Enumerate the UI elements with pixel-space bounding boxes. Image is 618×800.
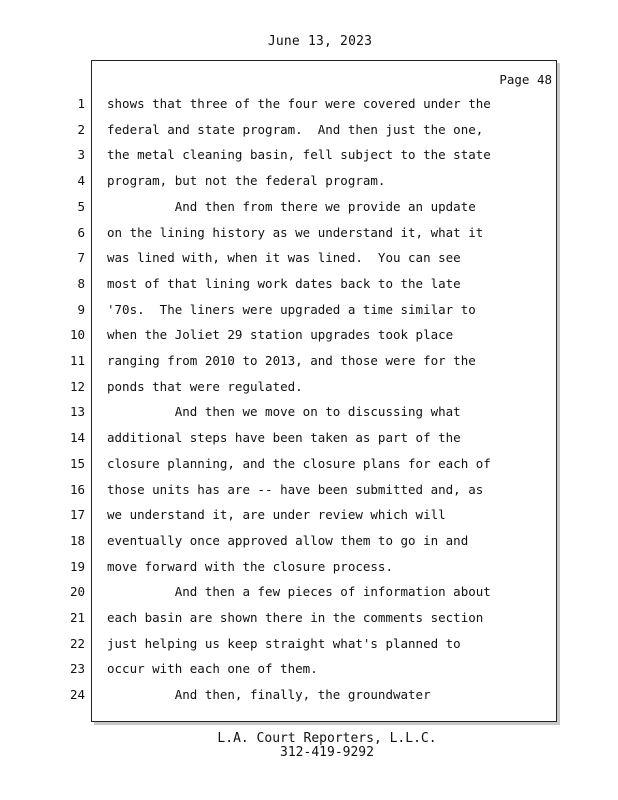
- transcript-line: [0, 173, 618, 193]
- line-text: federal and state program. And then just the one,: [107, 121, 484, 137]
- transcript-line: [0, 327, 618, 347]
- line-text: And then we move on to discussing what: [107, 404, 461, 420]
- line-text: shows that three of the four were covered under the: [107, 96, 491, 111]
- line-text: ranging from 2010 to 2013, and those were for the: [107, 353, 476, 368]
- reporter-company: L.A. Court Reporters, L.L.C.: [217, 731, 437, 746]
- line-text: occur with each one of them.: [107, 661, 318, 677]
- line-text: those units has are -- have been submitted and, as: [107, 481, 484, 497]
- transcript-line: [0, 96, 618, 116]
- line-text: And then, finally, the groundwater: [107, 687, 431, 703]
- line-number: 7: [77, 250, 85, 266]
- line-text: on the lining history as we understand it, what it: [107, 224, 484, 240]
- line-number: 10: [69, 327, 85, 343]
- transcript-line: [0, 199, 618, 219]
- line-number: 17: [69, 507, 85, 523]
- line-number: 8: [77, 275, 85, 291]
- page-number: Page 48: [499, 72, 552, 87]
- line-text: '70s. The liners were upgraded a time similar to: [107, 301, 476, 317]
- line-number: 6: [77, 224, 85, 240]
- transcript-date: June 13, 2023: [267, 34, 373, 49]
- line-number: 19: [69, 558, 85, 574]
- line-number: 9: [77, 301, 85, 317]
- line-number: 3: [77, 147, 85, 163]
- transcript-line: [0, 276, 618, 296]
- line-number: 16: [69, 481, 85, 497]
- line-number: 2: [77, 121, 85, 137]
- transcript-line: [0, 584, 618, 604]
- transcript-line: [0, 482, 618, 502]
- line-number: 5: [77, 198, 85, 214]
- transcript-line: [0, 636, 618, 656]
- transcript-line: [0, 379, 618, 399]
- line-text: ponds that were regulated.: [107, 378, 303, 394]
- transcript-line: [0, 404, 618, 424]
- transcript-line: [0, 302, 618, 322]
- line-text: move forward with the closure process.: [107, 558, 393, 574]
- line-number: 23: [69, 661, 85, 677]
- line-number: 21: [69, 610, 85, 625]
- line-number: 18: [69, 532, 85, 548]
- transcript-line: [0, 661, 618, 681]
- transcript-line: [0, 225, 618, 245]
- line-number: 24: [69, 687, 85, 703]
- transcript-line: [0, 250, 618, 270]
- line-text: program, but not the federal program.: [107, 173, 386, 189]
- line-text: each basin are shown there in the comments section: [107, 610, 484, 625]
- line-text: was lined with, when it was lined. You can see: [107, 250, 461, 266]
- line-text: the metal cleaning basin, fell subject to the state: [107, 147, 491, 163]
- line-text: additional steps have been taken as part of the: [107, 430, 461, 446]
- transcript-line: [0, 456, 618, 476]
- line-number: 14: [69, 430, 85, 446]
- line-text: just helping us keep straight what's planned to: [107, 635, 461, 651]
- line-text: most of that lining work dates back to the late: [107, 275, 461, 291]
- line-number: 13: [69, 404, 85, 420]
- transcript-line: [0, 559, 618, 579]
- transcript-line: [0, 147, 618, 167]
- line-text: And then from there we provide an update: [107, 198, 476, 214]
- transcript-line: [0, 507, 618, 527]
- line-number: 11: [69, 353, 85, 368]
- line-number: 12: [69, 378, 85, 394]
- transcript-line: [0, 533, 618, 553]
- line-text: when the Joliet 29 station upgrades took place: [107, 327, 454, 343]
- transcript-line: [0, 122, 618, 142]
- line-text: eventually once approved allow them to go in and: [107, 532, 469, 548]
- transcript-line: [0, 687, 618, 707]
- line-text: closure planning, and the closure plans for each of: [107, 455, 491, 471]
- reporter-phone: 312-419-9292: [280, 745, 374, 760]
- line-text: And then a few pieces of information about: [107, 584, 491, 600]
- line-number: 4: [77, 173, 85, 189]
- transcript-line: [0, 610, 618, 630]
- line-number: 15: [69, 455, 85, 471]
- line-number: 1: [77, 96, 85, 111]
- line-number: 20: [69, 584, 85, 600]
- line-number: 22: [69, 635, 85, 651]
- line-text: we understand it, are under review which will: [107, 507, 446, 523]
- transcript-line: [0, 353, 618, 373]
- transcript-line: [0, 430, 618, 450]
